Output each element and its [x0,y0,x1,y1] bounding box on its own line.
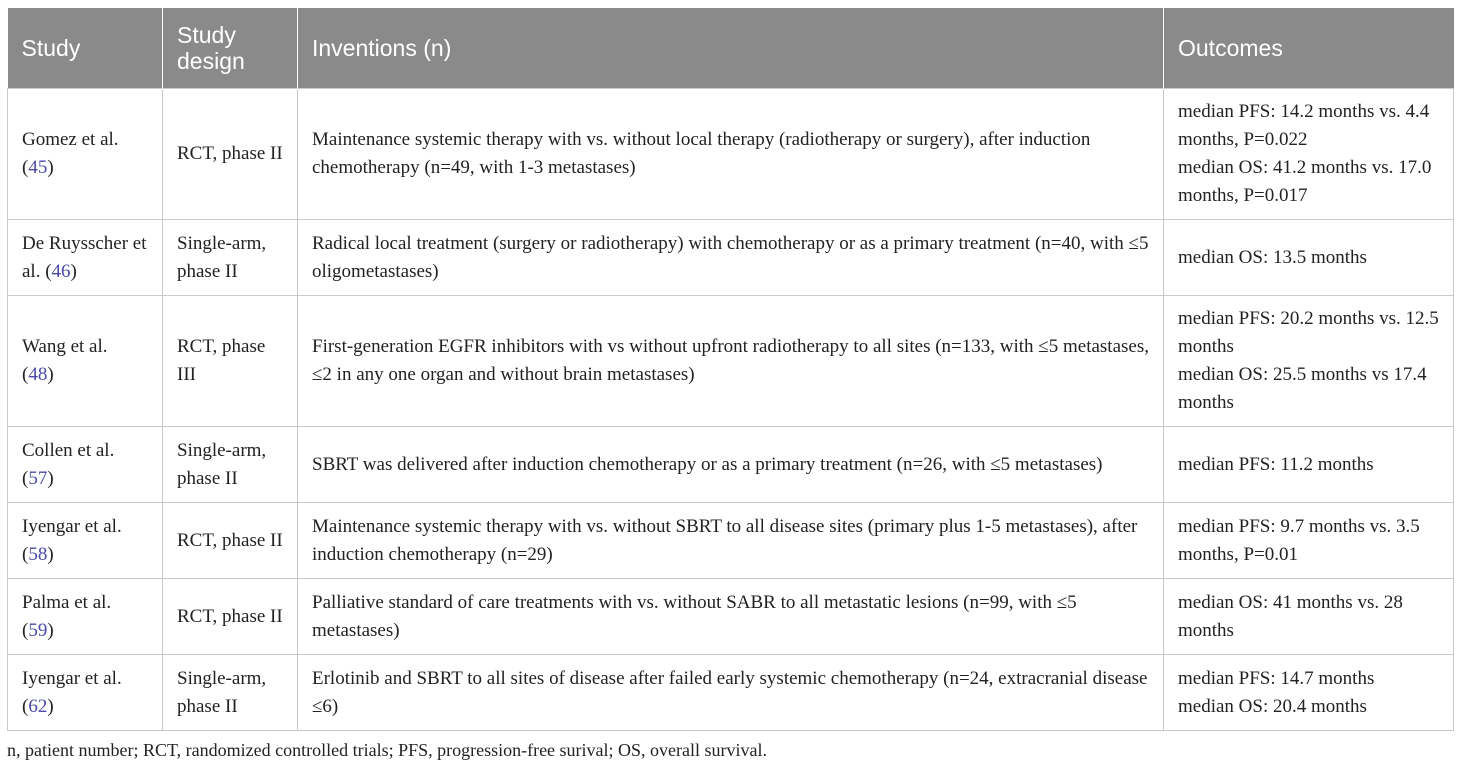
study-cell: Iyengar et al. (62) [8,655,163,731]
outcome-line: median OS: 25.5 months vs 17.4 months [1178,364,1427,413]
outcomes-cell [1164,89,1454,220]
reference-link[interactable]: 59 [28,619,48,641]
outcome-line: median OS: 41.2 months vs. 17.0 months, P=0.017 [1178,157,1432,206]
outcomes-cell [1164,579,1454,655]
outcomes-cell [1164,427,1454,503]
header-inventions: Inventions (n) [298,8,1164,89]
outcome-line: median PFS: 20.2 months vs. 12.5 months [1178,308,1439,357]
table-row [8,503,1454,579]
intervention-cell: Maintenance systemic therapy with vs. without SBRT to all disease sites (primary plus 1-5 metastases), after induction chemotherapy (n=29) [298,503,1164,579]
outcome-line: median OS: 20.4 months [1178,695,1367,717]
header-study-design: Study design [163,8,298,89]
study-cell: Collen et al. (57) [8,427,163,503]
outcomes-cell [1164,503,1454,579]
table-row [8,220,1454,296]
design-cell: Single-arm, phase II [163,655,298,731]
design-cell: RCT, phase II [163,89,298,220]
reference-link[interactable]: 46 [51,260,71,282]
study-name: Collen et al. [22,439,115,461]
table-container [7,8,1453,731]
reference-link[interactable]: 58 [28,543,48,565]
study-cell: Wang et al. (48) [8,296,163,427]
design-cell: RCT, phase II [163,579,298,655]
design-cell: Single-arm, phase II [163,427,298,503]
reference-link[interactable]: 62 [28,695,48,717]
header-row [8,8,1454,89]
design-cell: RCT, phase II [163,503,298,579]
intervention-cell: SBRT was delivered after induction chemotherapy or as a primary treatment (n=26, with ≤5 metastases) [298,427,1164,503]
study-name: Iyengar et al. [22,667,122,689]
intervention-cell: Erlotinib and SBRT to all sites of disease after failed early systemic chemotherapy (n=24, extracranial disease ≤6) [298,655,1164,731]
outcome-line: median OS: 41 months vs. 28 months [1178,591,1403,641]
reference-link[interactable]: 48 [28,364,48,385]
design-cell: Single-arm, phase II [163,220,298,296]
reference-link[interactable]: 45 [28,157,48,178]
table-row [8,655,1454,731]
outcomes-cell [1164,220,1454,296]
study-cell: Gomez et al. (45) [8,89,163,220]
outcome-line: median PFS: 11.2 months [1178,453,1374,475]
outcome-line: median PFS: 9.7 months vs. 3.5 months, P=0.01 [1178,515,1420,565]
study-table [7,8,1454,731]
study-cell: Palma et al. (59) [8,579,163,655]
study-name: Iyengar et al. [22,515,122,537]
study-name: Wang et al. [22,336,108,357]
study-name: Palma et al. [22,591,112,613]
intervention-cell: Palliative standard of care treatments with vs. without SABR to all metastatic lesions (n=99, with ≤5 metastases) [298,579,1164,655]
study-cell: Iyengar et al. (58) [8,503,163,579]
outcomes-cell [1164,296,1454,427]
header-study: Study [8,8,163,89]
table-row [8,427,1454,503]
header-outcomes: Outcomes [1164,8,1454,89]
table-footnote: n, patient number; RCT, randomized controlled trials; PFS, progression-free surival; OS, overall survival. [7,740,768,760]
intervention-cell: Radical local treatment (surgery or radiotherapy) with chemotherapy or as a primary treatment (n=40, with ≤5 oligometastases) [298,220,1164,296]
table-row [8,89,1454,220]
table-row [8,296,1454,427]
outcomes-cell [1164,655,1454,731]
table-row [8,579,1454,655]
reference-link[interactable]: 57 [28,467,48,489]
design-cell: RCT, phase III [163,296,298,427]
intervention-cell: Maintenance systemic therapy with vs. without local therapy (radiotherapy or surgery), after induction chemotherapy (n=49, with 1-3 metastases) [298,89,1164,220]
study-name: De Ruysscher et al. [22,232,147,282]
study-cell: De Ruysscher et al. (46) [8,220,163,296]
outcome-line: median OS: 13.5 months [1178,246,1367,268]
intervention-cell: First-generation EGFR inhibitors with vs without upfront radiotherapy to all sites (n=133, with ≤5 metastases, ≤2 in any one organ and without brain metastases) [298,296,1164,427]
outcome-line: median PFS: 14.7 months [1178,667,1375,689]
study-name: Gomez et al. [22,129,119,150]
outcome-line: median PFS: 14.2 months vs. 4.4 months, P=0.022 [1178,101,1430,150]
